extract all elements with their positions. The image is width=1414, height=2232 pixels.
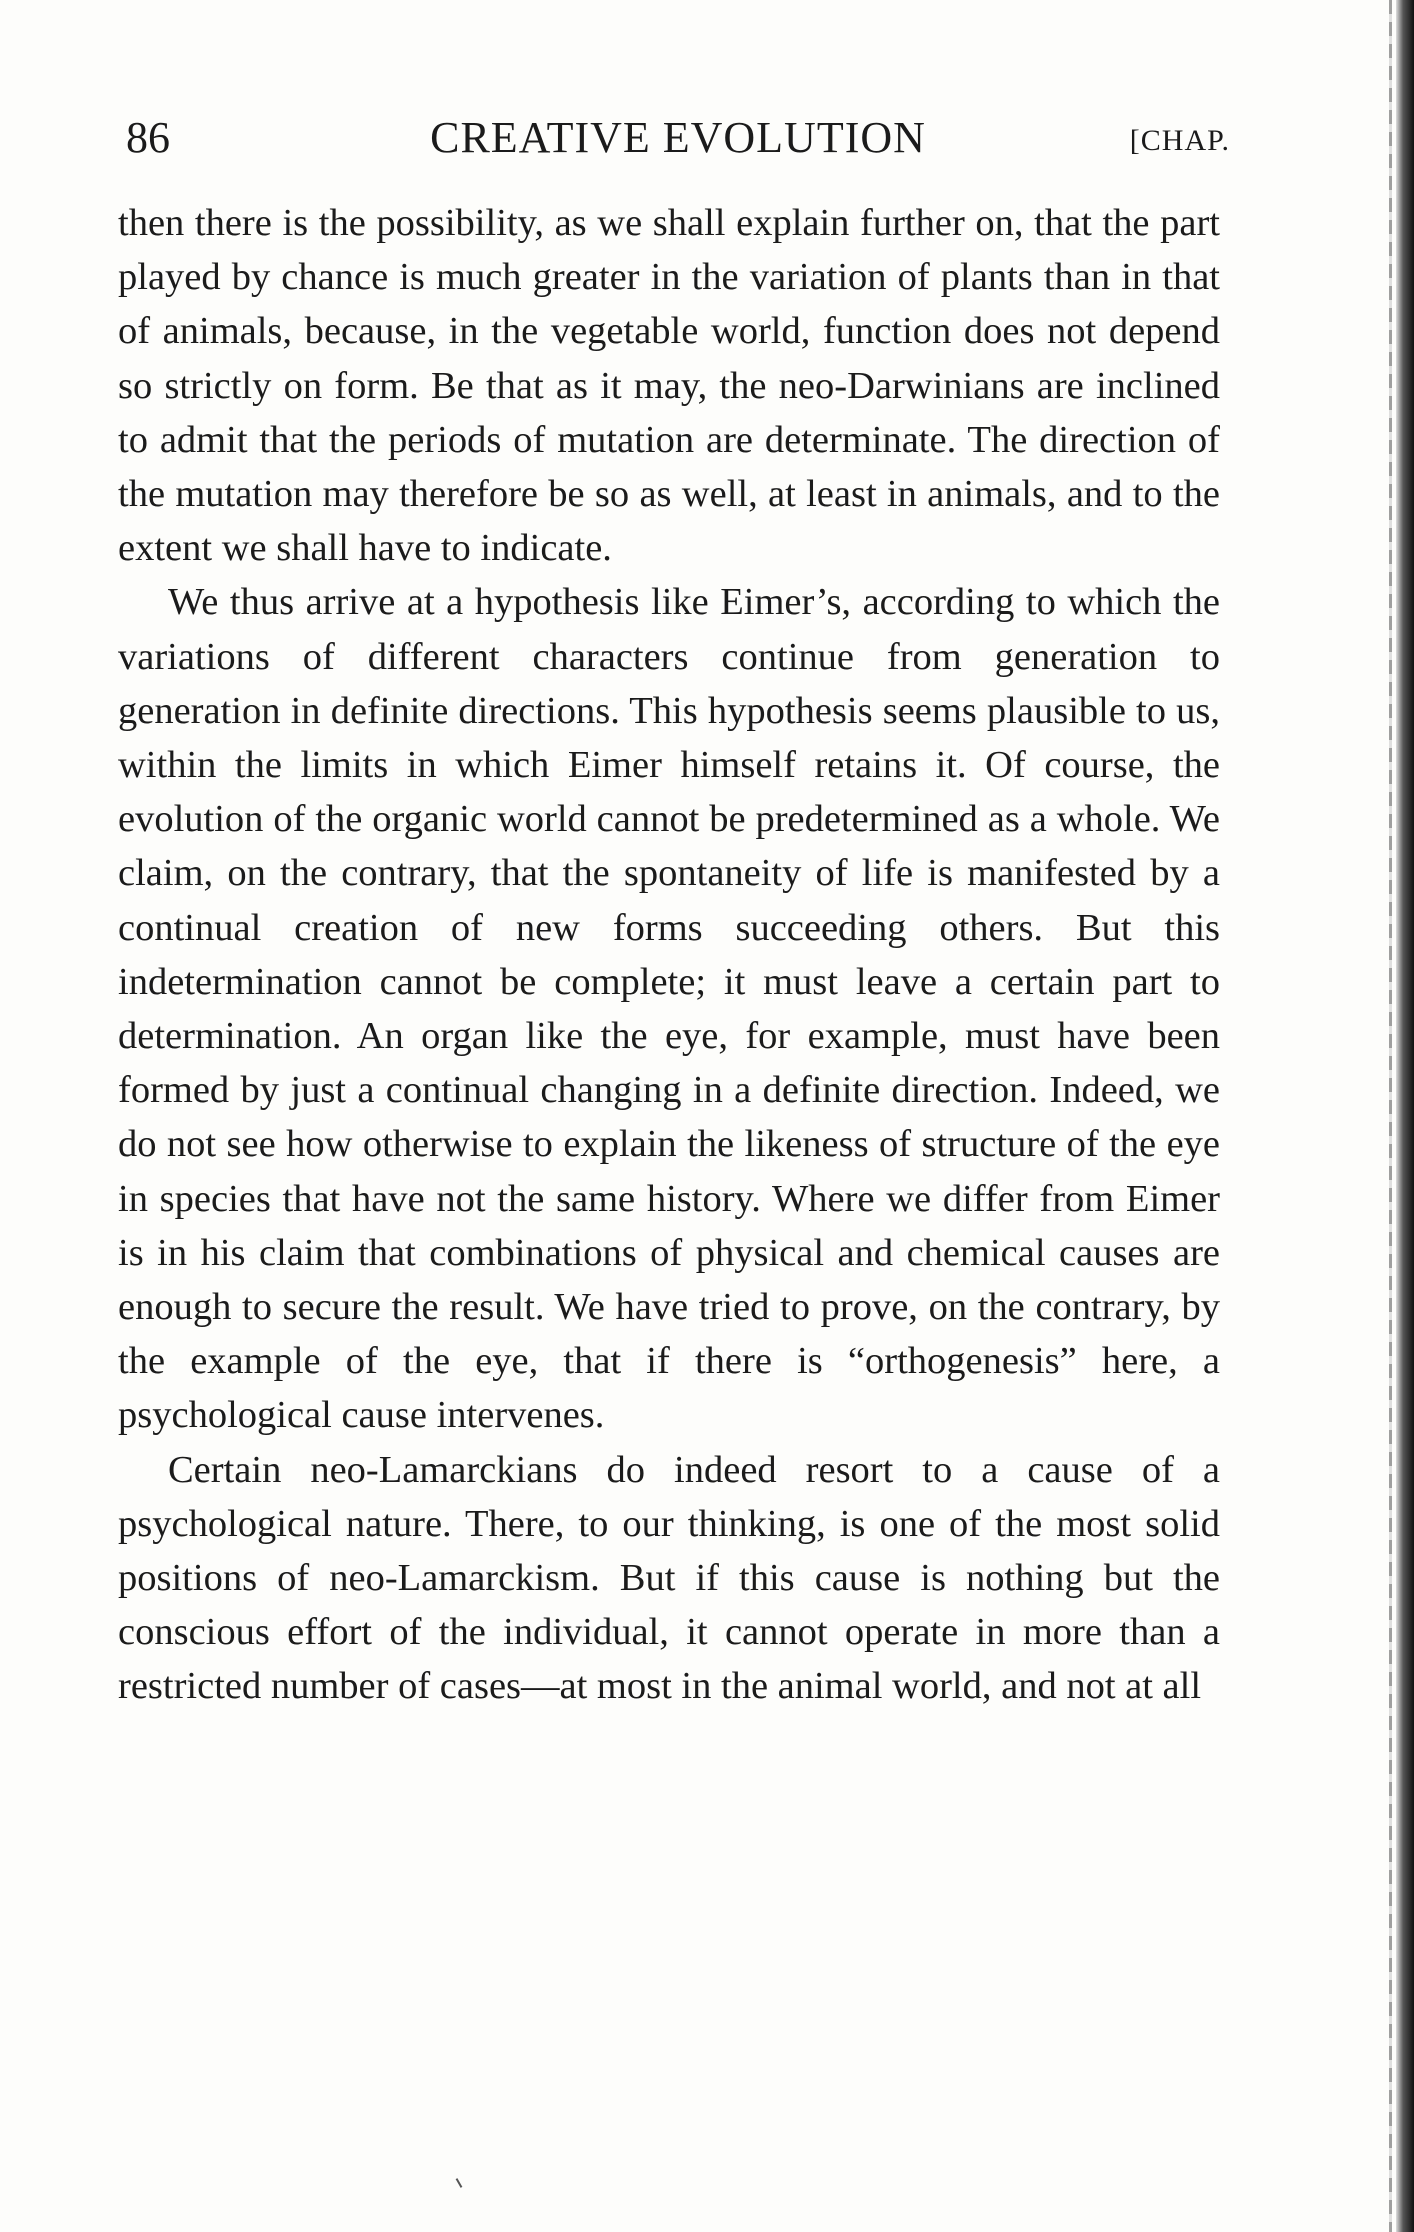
body-text xyxy=(118,196,1220,1714)
chapter-label: [CHAP. xyxy=(1129,124,1230,157)
running-title: CREATIVE EVOLUTION xyxy=(430,113,926,162)
scan-speck xyxy=(456,2178,463,2188)
binding-edge-line xyxy=(1389,0,1392,2232)
paragraph-2: We thus arrive at a hypothesis like Eimer’s, according to which the variations of different characters continue from generation to generation in definite directions. This hypothesis seems plausible to us, within the limits in which Eimer himself retains it. Of course, the evolution of the organic world cannot be predetermined as a whole. We claim, on the contrary, that the spontaneity of life is manifested by a continual creation of new forms succeeding others. But this indetermination cannot be complete; it must leave a certain part to determination. An organ like the eye, for example, must have been formed by just a continual changing in a definite direction. Indeed, we do not see how otherwise to explain the likeness of structure of the eye in species that have not the same history. Where we differ from Eimer is in his claim that combinations of physical and chemical causes are enough to secure the result. We have tried to prove, on the contrary, by the example of the eye, that if there is “orthogenesis” here, a psychological cause intervenes. xyxy=(118,581,1220,1437)
paragraph-3: Certain neo-Lamarckians do indeed resort to a cause of a psychological nature. There, to our thinking, is one of the most solid positions of neo-Lamarckism. But if this cause is nothing but the conscious effort of the individual, it cannot operate in more than a restricted number of cases—at most in the animal world, and not at all xyxy=(118,1448,1220,1708)
paragraph-1: then there is the possibility, as we shall explain further on, that the part played by chance is much greater in the variation of plants than in that of animals, because, in the vegetable world, function does not depend so strictly on form. Be that as it may, the neo-Darwinians are inclined to admit that the periods of mutation are determinate. The direction of the mutation may therefore be so as well, at least in animals, and to the extent we shall have to indicate. xyxy=(118,202,1220,570)
page-edge-shadow xyxy=(1396,0,1414,2232)
page-header xyxy=(126,108,1230,168)
page-number: 86 xyxy=(126,113,170,162)
